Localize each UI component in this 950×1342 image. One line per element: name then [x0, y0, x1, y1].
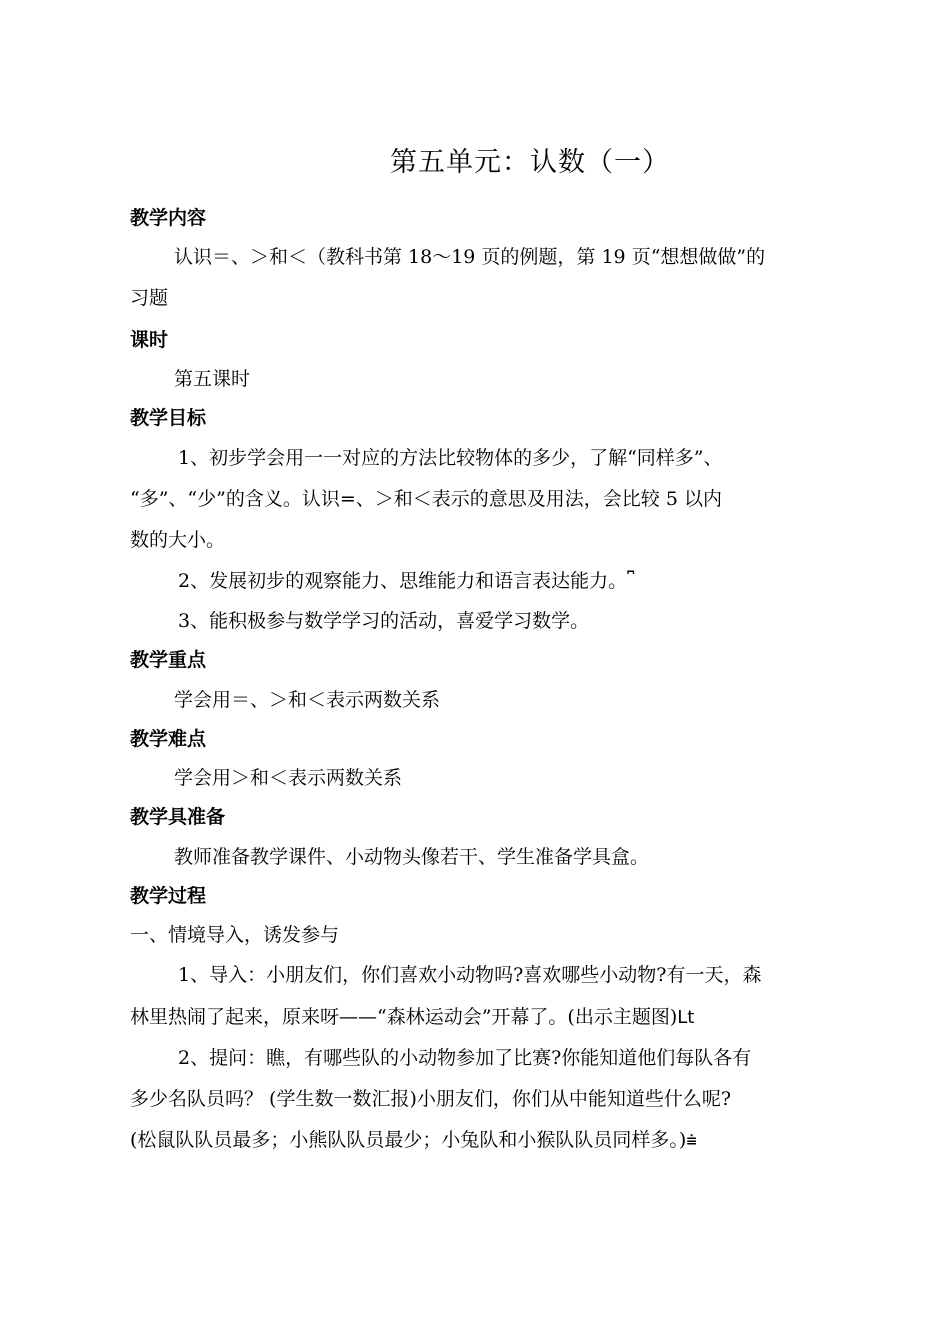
page-title: 第五单元：认数（一） [390, 147, 670, 178]
goal-1-line-1: 1、初步学会用一一对应的方法比较物体的多少，了解“同样多”、 [178, 447, 723, 469]
heading-process: 教学过程 [130, 885, 207, 907]
preparation-text: 教师准备教学课件、小动物头像若干、学生准备学具盒。 [174, 846, 650, 868]
step-1-para-1-line-1: 1、导入：小朋友们，你们喜欢小动物吗?喜欢哪些小动物?有一天，森 [178, 964, 762, 986]
goal-3: 3、能积极参与数学学习的活动，喜爱学习数学。 [178, 610, 590, 632]
step-1-para-1-line-2-text: 林里热闹了起来，原来呀——“森林运动会”开幕了。(出示主题图) [130, 1006, 678, 1028]
step-1-title: 一、情境导入，诱发参与 [130, 924, 340, 946]
step-1-para-2-line-3 [130, 1128, 830, 1153]
step-1-para-2-mark: ⩧ [686, 1130, 697, 1151]
heading-preparation: 教学具准备 [130, 806, 226, 828]
goal-1-line-3: 数的大小。 [130, 529, 226, 551]
heading-goals: 教学目标 [130, 407, 207, 429]
content-line-1: 认识＝、＞和＜（教科书第 18～19 页的例题，第 19 页“想想做做”的 [174, 246, 766, 268]
goal-1-line-2: “多”、“少”的含义。认识=、＞和＜表示的意思及用法，会比较 5 以内 [130, 488, 722, 510]
step-1-para-2-line-1: 2、提问：瞧，有哪些队的小动物参加了比赛?你能知道他们每队各有 [178, 1047, 752, 1069]
content-line-2: 习题 [130, 287, 169, 309]
step-1-para-2-line-3-text: (松鼠队队员最多；小熊队队员最少；小兔队和小猴队队员同样多。) [130, 1129, 687, 1151]
goal-2 [178, 569, 878, 594]
goal-2-mark: ⎴ [627, 571, 635, 592]
period-text: 第五课时 [174, 368, 251, 390]
heading-difficulty: 教学难点 [130, 728, 207, 750]
key-points-text: 学会用＝、＞和＜表示两数关系 [174, 689, 441, 711]
step-1-para-1-line-2 [130, 1005, 830, 1030]
goal-2-text: 2、发展初步的观察能力、思维能力和语言表达能力。 [178, 570, 628, 592]
step-1-para-2-line-2: 多少名队员吗？ (学生数一数汇报)小朋友们，你们从中能知道些什么呢? [130, 1088, 732, 1110]
heading-period: 课时 [130, 329, 169, 351]
heading-key-points: 教学重点 [130, 649, 207, 671]
step-1-para-1-mark: Lt [677, 1007, 695, 1028]
difficulty-text: 学会用＞和＜表示两数关系 [174, 767, 403, 789]
heading-content: 教学内容 [130, 207, 207, 229]
